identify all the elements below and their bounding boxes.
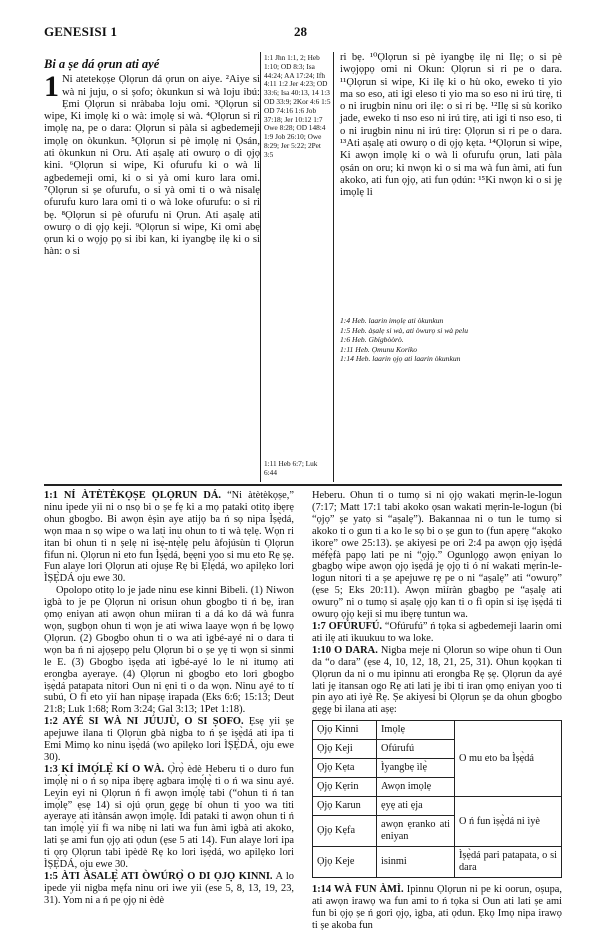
commentary-section — [44, 490, 562, 931]
scripture-text-right: ri bẹ. ¹⁰Ọlọrun si pè iyangbẹ ilẹ ni Ilẹ; o si pè iwọjọpọ omi ni Okun: Ọlọrun si ri pe o dara. ¹¹Ọlọrun si wipe, Ki ilẹ ki o hù oko, eweko ti yio ma so eso, ati igi eleso ti yio ma so eso ni irú tirẹ, ti o ni irugbin ninu ori ilẹ: o si ri bẹ. ¹²Ilẹ si sù koriko jade, eweko ti nso eso ni irú tirẹ, ati igi ti nso eso, ti o ni irugbin ninu ni irú tirẹ: Ọlọrun si ri pe o dara. ¹³Ati aṣalẹ ati owurọ o di ọjọ kẹta. ¹⁴Ọlọrun si wipe, Ki awọn imọlẹ ki o wà li ofurufu ọrun, lati pàla ọsán on oru; ki nwọn ki o si ma wà fun àmi, ati fun akoko, ati fun ọjọ, ati fun ọdún: ¹⁵Ki nwọn ki o si jẹ imọlẹ li — [340, 52, 562, 199]
commentary-heading: 1:5 ÀTI ÀSALẸ̀ ATI ÒWÚRỌ̀ O DI ỌJỌ KINNI. — [44, 871, 273, 882]
table-cell-work: Awọn imọlẹ — [377, 778, 455, 797]
section-title: Bi a ṣe dá ọrun ati ayé — [44, 57, 160, 71]
commentary-heading: 1:1 NÍ ÀTÈTÈKỌṢE ỌLỌRUN DÁ. — [44, 490, 221, 501]
commentary-heading: 1:7 OFÚRUFÚ. — [312, 620, 383, 632]
commentary-heading: 1:2 AYÉ SI WÀ NI JÚUJÙ, O SI ṢOFO. — [44, 716, 244, 728]
table-cell-day: Ọjọ Kinni — [313, 721, 377, 740]
commentary-paragraph — [44, 585, 294, 716]
table-cell-work: Ofúrufú — [377, 740, 455, 759]
table-cell-day: Ọjọ Keje — [313, 847, 377, 878]
table-cell-day: Ọjọ Kẹrin — [313, 778, 377, 797]
commentary-paragraph — [312, 645, 562, 716]
table-cell-work: Ìyangbẹ ìlẹ̀ — [377, 759, 455, 778]
commentary-text: “Ofúrufú” ń tọka si agbedemeji laarin omi ati ilẹ ati ìkuukuu to wa loke. — [312, 620, 562, 644]
table-cell-group: Ìṣẹ̀dá pari patapata, o si dara — [455, 847, 562, 878]
commentary-paragraph — [44, 490, 294, 585]
section-divider — [44, 484, 562, 486]
table-cell-day: Ọjọ Karun — [313, 797, 377, 816]
table-row — [313, 797, 562, 816]
footnote: 1:6 Heb. Gbígbòòrò. — [340, 335, 404, 345]
footnote: 1:14 Heb. laarin ọjọ ati laarin òkunkun — [340, 354, 461, 364]
footnote: 1:11 Heb. Ọmunu Koríko — [340, 344, 418, 354]
commentary-paragraph — [312, 884, 562, 932]
page-number: 28 — [294, 24, 307, 39]
table-cell-work: ẹyẹ ati ẹja — [377, 797, 455, 816]
scripture-column-left — [44, 52, 260, 482]
page-header — [44, 24, 562, 42]
footnotes — [340, 316, 562, 364]
commentary-heading: 1:10 O DARA. — [312, 644, 378, 656]
commentary-heading: 1:14 WÀ FUN ÀMÌ. — [312, 884, 404, 896]
commentary-text: Heberu. Ohun ti o tumọ si ni ọjọ wakati mẹrin-le-logun (7:17; Matt 17:1 tabi akoko ọsan wakati mẹrin-le-logun (bi “ọjọ” ṣe yatọ si “aṣalẹ”). Bakannaa ni o tun le tumọ si akoko ti o gun ti a ko le sọ bi o ṣe gun to (fun apẹrẹ “akoko ìkore” owe 25:13). ṣe akiyesi pe ori 2:4 pa awọn ọjọ ìṣẹ̀dá méfẹ̀fà papọ lati pe ni “ọjọ.” Ogunlọgọ awọn ẹniyan lo gbagbọ wipe awọn ọjọ ìṣẹ̀dá jẹ ọjọ ti ó ní wakati mẹrin-le-logun nitori ti a ṣe apejuwe rẹ pe o ni “aṣalẹ” ati “owurọ” (ẹse 5; Eks 20:11). Awọn mìíràn gbagbọ pe “aṣalẹ ati owurọ” ni o tumọ si aṣalẹ ọjọ kan ti o fi opin si iṣẹ ìṣẹ̀dá ti owurọ ọjọ keji si mu ibẹrẹ tuntun wa. — [312, 490, 562, 621]
commentary-text: Opolopo otitọ lo je jade ninu ese kinni Bibeli. (1) Niwon ìgbà to je pe Ọlọrun ni orisun ohun gbogbo ti ń bẹ, iran ọmọ eniyan ati awọn ohun miiran ti a dá ko dá wà funra wọn, ṣugbọn ohun ti wọn je ati wiwa laaye wọn ń bẹ lọwọ Ọlọrun. (2) Gbogbo ohun ti o wa ati ìgbé-ayé ni o dara ti wọn ba ń ni ajọṣepọ pelu Ọlọrun bi o ṣe yẹ ti wọn si sinmi le E. (3) Gbogbo ìṣẹda ati ìgbé-ayé lo le ni itumọ ati erongba ayeraye. (4) Ọlọrun ni gbogbo eto lori gbogbo ìṣẹ̀dá patapata nitori Oun ni ẹni ti o da wọn. Ninu ayé to tí subú, O fi eto yìí han nipaṣẹ irapada (Eks 6:6; 15:13; Deut 21:8; Luk 1:68; Rom 3:24; Gal 3:13; 1Pet 1:18). — [44, 585, 294, 716]
commentary-text: Nigba meje ni Ọlorun so wipe ohun ti Oun da “o dara” (ẹse 4, 10, 12, 18, 21, 25, 31). Ohun kọọkan ti Ọlọrun da ni o mu ipinnu ati erongba Rẹ ṣẹ. Ọlọrun da ayé lati jẹ itansan ogo Rẹ ati lati jẹ ibi ti iran ọmọ eniyan yoo ti pin ayo ati ìyè Rẹ. Ṣe akiyesi bi Ọlọrun ṣe da ohun gbogbo gẹgẹ bi ilana ati aṣẹ: — [312, 644, 562, 716]
commentary-heading: 1:3 KÍ ÌMỌ́LẸ̀ KÍ O WÀ. — [44, 763, 165, 775]
table-row — [313, 721, 562, 740]
commentary-column-right — [312, 490, 562, 931]
cross-reference-column — [260, 52, 334, 482]
commentary-paragraph — [44, 764, 294, 871]
table-cell-day: Ọjọ Kẹfa — [313, 816, 377, 847]
table-cell-day: Ọjọ Keji — [313, 740, 377, 759]
commentary-paragraph — [44, 871, 294, 907]
scripture-text-left: Ni atetekọṣe Ọlọrun dá ọrun on aiye. ²Aiye si wà ni juju, o si ṣofo; òkunkun si wà loju ibú: Ẹmi Ọlọrun si nràbaba loju omi. ³Ọlọrun si wipe, Ki imọlẹ ki o wà: imọlẹ si wà. ⁴Ọlọrun si ri imọlẹ na, pe o dara: Ọlọrun si pàla si agbedemeji imọlẹ on òkunkun. ⁵Ọlọrun si pè imọlẹ ni Ọsán, ati òkunkun ni Oru. Ati aṣalẹ ati owurọ o di ọjọ kini. ⁶Ọlọrun si wipe, Ki ofurufu ki o wà li agbedemeji omi, ki o si yà omi kuro lara omi. ⁷Ọlọrun si ṣe ofurufu, o si yà omi ti o wà nisalẹ ofurufu kuro lara omi ti o wà loke ofurufu: o si ri bẹ. ⁸Ọlọrun si pè ofurufu ni Ọrun. Ati aṣalẹ ati owurọ o di ọjọ keji. ⁹Ọlọrun si wipe, Ki omi abẹ ọrun ki o wọjọ pọ si ibi kan, ki iyangbẹ ilẹ ki o si hàn: o si — [44, 74, 260, 258]
commentary-paragraph — [44, 716, 294, 764]
commentary-text: Ọ̀rọ̀ èdè Heberu ti o duro fun ìmọ́lẹ̀ ni o ń sọ nipa ibẹrẹ agbara ìmọ́lẹ̀ ti o ń wa sinu ayé. Leyin eyi ni Ọlọrun ń fi awọn ìmọ́lẹ̀ tabi (“ohun ti ń tan imọ́lẹ” ẹsẹ 14) si ojú ọrun gẹgẹ bí ohun ti yoo wa titi ayeraye ati ìtànsán awọn ìmọ́lẹ̀. Idi pataki ti awọn ohun ti ń tan ìmọ́lẹ̀ yìí fi wa nibẹ ni lati wa fun àmì ìgbà ati akoko, lati ṣe ami fun ọjọ ati ọdun (ẹse 5 ati 14). Fun alaye lori ipa ti ọrọ Ọlọrun tabi ìpèdè Rẹ ko lori ìṣẹ̀dá, wo apilẹko lori ÌṢẸ̀DÁ, oju ewe 30. — [44, 763, 294, 871]
table-cell-work: awọn ẹranko ati eniyan — [377, 816, 455, 847]
footnote: 1:4 Heb. laarin imọlẹ ati òkunkun — [340, 316, 444, 325]
table-cell-group: O ń fun ìṣẹ̀dá ni ìyè — [455, 797, 562, 847]
chapter-number: 1 — [44, 70, 59, 104]
commentary-text: Ẹsẹ yii ṣe apejuwe ilana ti Ọlọrun gbà nigba to ń ṣe ìṣẹ̀dá ati ipa ti Emi Mimọ ko ninu ìṣẹ̀dá (wo apilẹko lori ÌṢẸ̀DÁ, oju ewe 30). — [44, 716, 294, 763]
commentary-text: “Ni àtètèkọṣe,” ninu ipede yii ni o nsọ bi o ṣe fẹ ki a mọ pataki otitọ ibẹrẹ ohun gbogbo. Bi awọn èṣìn aye atijọ ba ń sọ nipa Ìṣẹ̀dá, wọn maa n sọ wipe o wa lati inu ohun to ti wà tẹlẹ. Wọn ri itan bi ohun ti n ṣelẹ ni ìsẹ̀-ntẹ̀lẹ pelu àfojúsùn ti Ọlọrun fifun ni. Ọlọrun ni eto fun Ìṣẹ̀dá, bẹẹni yoo si mu eto Rẹ ṣẹ. Fun alaye lori Ọlọrun ati ojuṣe Rẹ bi Ẹlẹ́dá, wo apilẹko lori ÌṢẸ̀DÁ oju ewe 30. — [44, 490, 294, 585]
cross-references-bottom: 1:11 Heb 6:7; Luk 6:44 — [264, 459, 318, 478]
creation-days-table — [312, 720, 562, 878]
commentary-paragraph — [312, 490, 562, 621]
table-cell-day: Ọjọ Kẹta — [313, 759, 377, 778]
commentary-column-left — [44, 490, 294, 906]
scripture-section — [44, 52, 562, 482]
footnote: 1:5 Heb. àṣalẹ si wà, ati òwurọ si wà pelu — [340, 325, 469, 335]
table-cell-group: O mu eto ba Ìṣẹ̀dá — [455, 721, 562, 797]
table-cell-work: Imọlẹ — [377, 721, 455, 740]
commentary-text: A lo ipede yii nigba mẹfa ninu ori iwe yii (ese 5, 8, 13, 19, 23, 31). Yom ni a ń pe ọjọ ni èdè — [44, 871, 294, 906]
cross-references-top: 1:1 Jhn 1:1, 2; Heb 1:10; OD 8:3; Isa 44:24; AA 17:24; Ifh 4:11 1:2 Jer 4:23; OD 33:6; Isa 40:13, 14 1:3 OD 33:9; 2Kor 4:6 1:5 OD 74:16 1:6 Job 37:18; Jer 10:12 1:7 Owe 8:28; OD 148:4 1:9 Job 26:10; Owe 8:29; Jer 5:22; 2Pet 3:5 — [264, 53, 331, 159]
table-cell-work: isinmi — [377, 847, 455, 878]
scripture-column-right — [340, 52, 562, 482]
commentary-text: Ipinnu Ọlọrun ni pe ki oorun, oṣupa, ati awọn irawọ wa fun ami to ń tọka si Oun ati lati ṣe ami fun bi ọjọ ṣe ń gori ọjọ, ìgba, ati ọdun. Ẹkọ Imọ nipa irawọ ti ṣe akoba fun — [312, 884, 562, 931]
commentary-paragraph — [312, 621, 562, 645]
table-row — [313, 847, 562, 878]
book-title: GENESISI 1 — [44, 24, 118, 39]
